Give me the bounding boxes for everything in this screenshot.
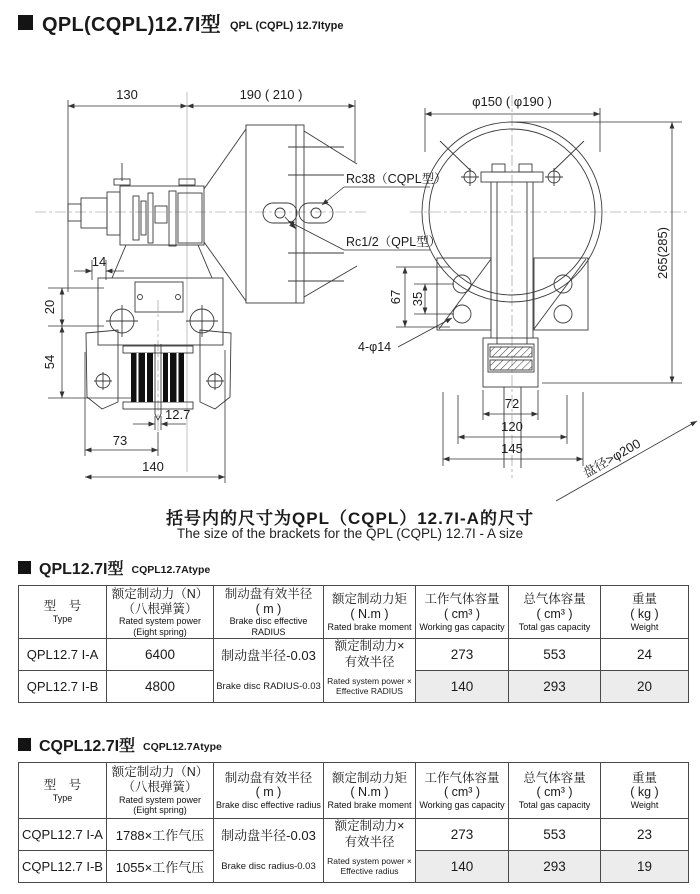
table-row	[19, 639, 689, 671]
working-gas-cell: 273	[416, 639, 509, 671]
dim-72: 72	[504, 396, 520, 411]
power-cell: 1788×工作气压	[107, 819, 214, 851]
header-type: 型 号 Type	[19, 763, 107, 819]
centerlines	[35, 95, 688, 478]
drawing-caption-en: The size of the brackets for the QPL (CQPL) 12.7I - A size	[176, 526, 524, 541]
working-gas-cell: 273	[416, 819, 509, 851]
dimension-labels	[42, 87, 670, 481]
section-heading-cqpl	[18, 733, 222, 756]
header-effective-radius: 制动盘有效半径 ( m ) Brake disc effective radius	[214, 763, 324, 819]
page-subtitle: QPL (CQPL) 12.7Itype	[229, 19, 344, 32]
radius-cell: 制动盘半径-0.03 Brake disc RADIUS-0.03	[214, 639, 324, 703]
spec-table-cqpl	[18, 762, 689, 883]
weight-cell: 20	[601, 671, 689, 703]
working-gas-cell: 140	[416, 671, 509, 703]
dim-190-210: 190 ( 210 )	[239, 87, 303, 102]
drawing-caption-zh: 括号内的尺寸为QPL（CQPL）12.7I-A的尺寸	[166, 509, 534, 528]
type-cell: CQPL12.7 I-A	[19, 819, 107, 851]
table-header-row	[19, 586, 689, 639]
type-cell: QPL12.7 I-A	[19, 639, 107, 671]
type-cell: QPL12.7 I-B	[19, 671, 107, 703]
spec-table-qpl	[18, 585, 689, 703]
header-total-gas: 总气体容量 ( cm³ ) Total gas capacity	[509, 763, 601, 819]
black-square-bullet	[18, 15, 33, 30]
power-cell: 4800	[107, 671, 214, 703]
dim-67: 67	[388, 289, 403, 305]
dimension-lines	[48, 100, 697, 501]
power-cell: 1055×工作气压	[107, 851, 214, 883]
dim-12-7: 12.7	[165, 407, 191, 422]
section-title-cqpl: CQPL12.7I型	[39, 738, 136, 755]
label-rc12: Rc1/2（QPL型）	[346, 235, 442, 249]
power-cell: 6400	[107, 639, 214, 671]
label-rc38: Rc38（CQPL型）	[346, 172, 447, 186]
black-square-bullet	[18, 738, 31, 751]
header-rated-force: 额定制动力（N） （八根弹簧） Rated system power (Eight spring)	[107, 586, 214, 639]
section-subtitle-qpl: CQPL12.7Atype	[131, 563, 211, 576]
header-weight: 重量 ( kg ) Weight	[601, 763, 689, 819]
dim-dia150-190: φ150 ( φ190 )	[472, 94, 552, 109]
header-weight: 重量 ( kg ) Weight	[601, 586, 689, 639]
header-brake-moment: 额定制动力矩 ( N.m ) Rated brake moment	[324, 586, 416, 639]
total-gas-cell: 553	[509, 639, 601, 671]
left-view	[68, 125, 357, 420]
total-gas-cell: 293	[509, 671, 601, 703]
radius-cell: 制动盘半径-0.03 Brake disc radius-0.03	[214, 819, 324, 883]
table-row	[19, 819, 689, 851]
dim-35: 35	[410, 291, 425, 307]
working-gas-cell: 140	[416, 851, 509, 883]
dim-145: 145	[501, 441, 523, 456]
moment-cell: 额定制动力× 有效半径 Rated system power × Effective radius	[324, 819, 416, 883]
weight-cell: 19	[601, 851, 689, 883]
total-gas-cell: 293	[509, 851, 601, 883]
label-disc-diameter-note: 盘径>φ200	[580, 435, 644, 481]
dim-20: 20	[42, 299, 57, 315]
weight-cell: 24	[601, 639, 689, 671]
section-heading-qpl	[18, 556, 210, 579]
section-subtitle-cqpl: CQPL12.7Atype	[143, 740, 222, 753]
dim-130: 130	[116, 87, 138, 102]
weight-cell: 23	[601, 819, 689, 851]
header-effective-radius: 制动盘有效半径 ( m ) Brake disc effective RADIUS	[214, 586, 324, 639]
page-title: QPL(CQPL)12.7I型	[42, 14, 221, 36]
technical-drawing	[0, 58, 700, 510]
label-4-holes: 4-φ14	[358, 340, 392, 354]
header-rated-force: 额定制动力（N） （八根弹簧） Rated system power (Eight spring)	[107, 763, 214, 819]
header-type: 型 号 Type	[19, 586, 107, 639]
dim-265-285: 265(285)	[655, 226, 670, 280]
dim-54: 54	[42, 354, 57, 370]
total-gas-cell: 553	[509, 819, 601, 851]
header-brake-moment: 额定制动力矩 ( N.m ) Rated brake moment	[324, 763, 416, 819]
section-title-qpl: QPL12.7I型	[39, 561, 124, 578]
page-header	[18, 8, 343, 37]
header-total-gas: 总气体容量 ( cm³ ) Total gas capacity	[509, 586, 601, 639]
dim-73: 73	[112, 433, 128, 448]
dim-140: 140	[142, 459, 164, 474]
moment-cell: 额定制动力× 有效半径 Rated system power × Effective RADIUS	[324, 639, 416, 703]
type-cell: CQPL12.7 I-B	[19, 851, 107, 883]
dim-120: 120	[501, 419, 523, 434]
black-square-bullet	[18, 561, 31, 574]
dim-14: 14	[91, 254, 107, 269]
header-working-gas: 工作气体容量 ( cm³ ) Working gas capacity	[416, 586, 509, 639]
table-header-row	[19, 763, 689, 819]
header-working-gas: 工作气体容量 ( cm³ ) Working gas capacity	[416, 763, 509, 819]
